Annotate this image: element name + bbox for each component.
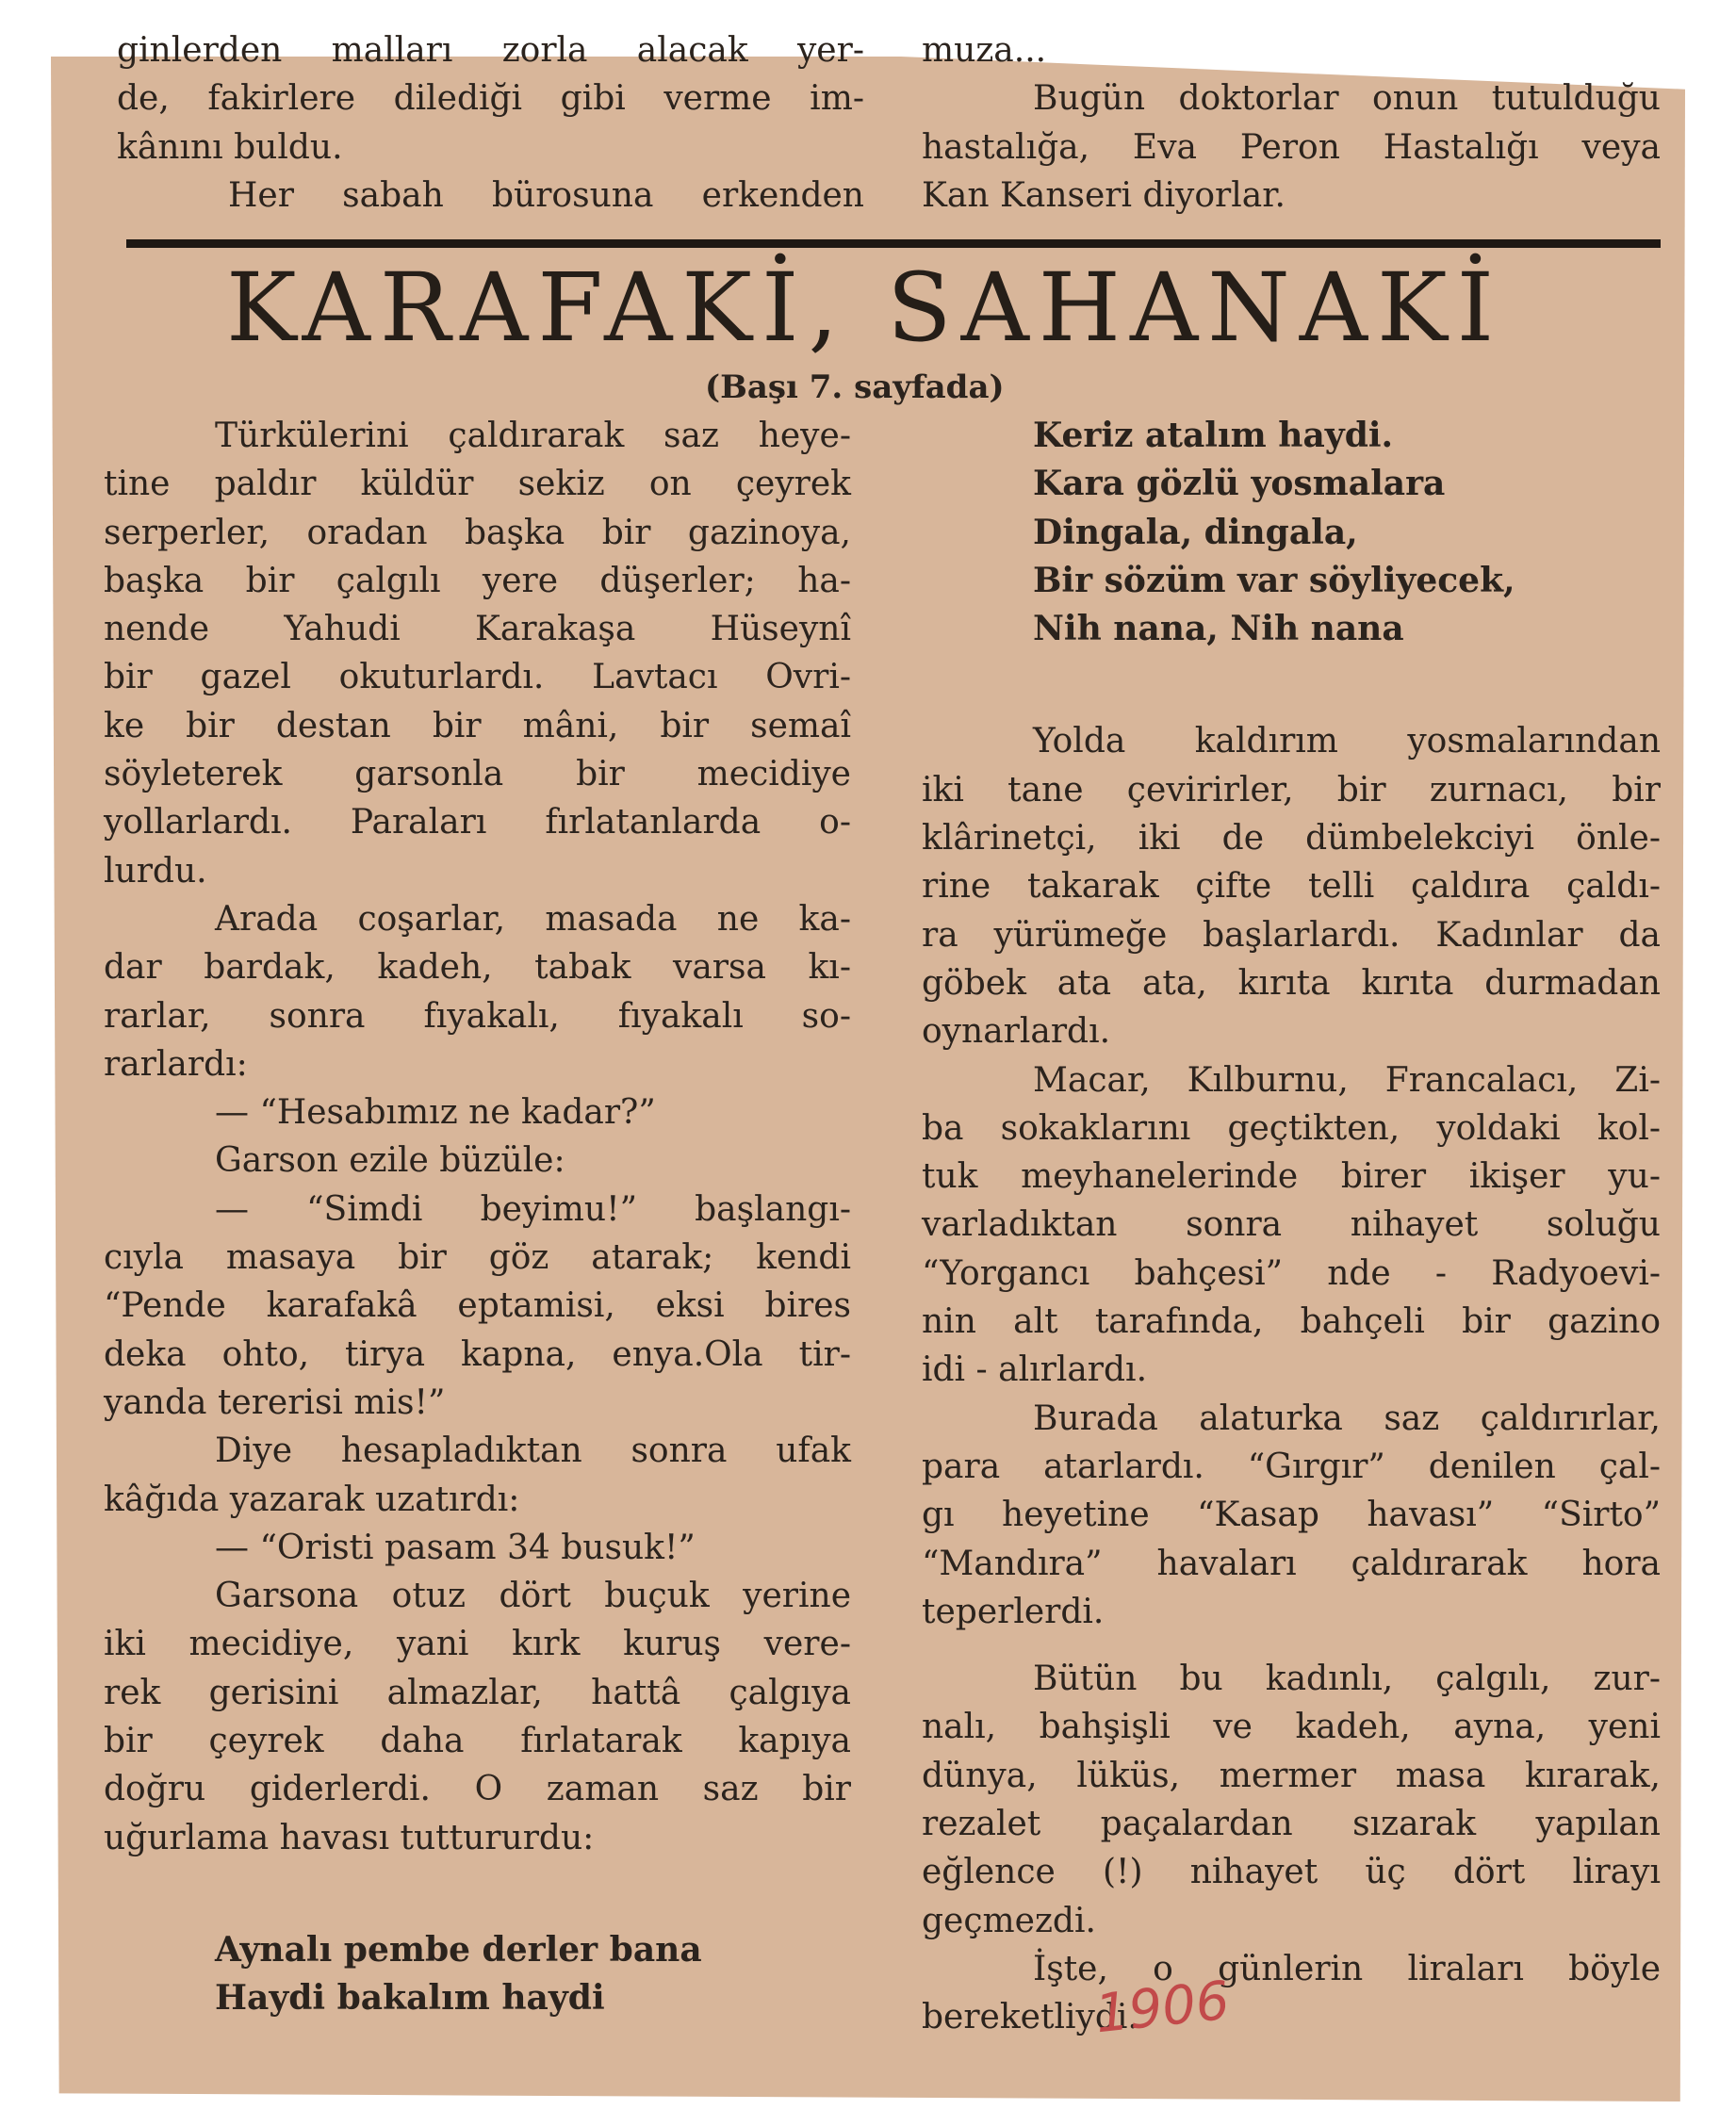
- text-line: — “Hesabımız ne kadar?”: [215, 1093, 656, 1133]
- text-line: Bütün bu kadınlı, çalgılı, zur-: [1033, 1660, 1661, 1699]
- text-line: rine takarak çifte telli çaldıra çaldı-: [922, 867, 1661, 907]
- text-line: varladıktan sonra nihayet soluğu: [922, 1205, 1661, 1245]
- text-line: geçmezdi.: [922, 1901, 1096, 1940]
- text-line: Burada alaturka saz çaldırırlar,: [1033, 1398, 1661, 1438]
- text-line: rezalet paçalardan sızarak yapılan: [922, 1805, 1661, 1844]
- text-line: lurdu.: [104, 851, 207, 891]
- text-line: — “Simdi beyimu!” başlangı-: [215, 1189, 851, 1229]
- verse-line: Dingala, dingala,: [1033, 512, 1358, 552]
- text-line: ra yürümeğe başlarlardı. Kadınlar da: [922, 915, 1661, 955]
- text-line: iki tane çevirirler, bir zurnacı, bir: [922, 770, 1661, 810]
- text-line: idi - alırlardı.: [922, 1350, 1148, 1390]
- text-line: doğru giderlerdi. O zaman saz bir: [104, 1770, 851, 1809]
- text-line: rarlardı:: [104, 1044, 248, 1084]
- text-line: bir gazel okuturlardı. Lavtacı Ovri-: [104, 658, 851, 697]
- left-column: [104, 412, 851, 2023]
- text-line: bereketliydi.: [922, 1998, 1138, 2037]
- text-line: oynarlardı.: [922, 1012, 1111, 1052]
- verse-line: Haydi bakalım haydi: [215, 1978, 605, 2019]
- text-line: nende Yahudi Karakaşa Hüseynî: [104, 610, 851, 649]
- verse-line: Kara gözlü yosmalara: [1033, 464, 1446, 504]
- right-column: [922, 412, 1661, 2042]
- text-line: gı heyetine “Kasap havası” “Sirto”: [922, 1496, 1661, 1535]
- text-line: para atarlardı. “Gırgır” denilen çal-: [922, 1447, 1661, 1486]
- text-line: göbek ata ata, kırıta kırıta durmadan: [922, 963, 1661, 1003]
- top-right-column: [922, 26, 1661, 220]
- text-line: bir çeyrek daha fırlatarak kapıya: [104, 1722, 851, 1761]
- text-line: “Pende karafakâ eptamisi, eksi bires: [104, 1286, 851, 1326]
- text-line: nalı, bahşişli ve kadeh, ayna, yeni: [922, 1708, 1661, 1747]
- text-line: serperler, oradan başka bir gazinoya,: [104, 513, 851, 552]
- text-line: kânını buldu.: [117, 127, 343, 167]
- text-line: kâğıda yazarak uzatırdı:: [104, 1480, 520, 1519]
- text-line: Garson ezile büzüle:: [215, 1141, 565, 1181]
- text-line: yanda tererisi mis!”: [104, 1382, 446, 1422]
- text-line: Yolda kaldırım yosmalarından: [1033, 722, 1661, 761]
- text-line: cıyla masaya bir göz atarak; kendi: [104, 1238, 851, 1278]
- text-line: Bugün doktorlar onun tutulduğu: [1033, 79, 1661, 119]
- text-line: uğurlama havası tuttururdu:: [104, 1818, 595, 1857]
- text-line: rek gerisini almazlar, hattâ çalgıya: [104, 1673, 851, 1712]
- text-line: tine paldır küldür sekiz on çeyrek: [104, 465, 851, 504]
- text-line: Macar, Kılburnu, Francalacı, Zi-: [1033, 1060, 1661, 1100]
- text-line: iki mecidiye, yani kırk kuruş vere-: [104, 1625, 851, 1664]
- text-line: Kan Kanseri diyorlar.: [922, 175, 1286, 215]
- text-line: ke bir destan bir mâni, bir semaî: [104, 706, 851, 745]
- text-line: klârinetçi, iki de dümbelekciyi önle-: [922, 819, 1661, 859]
- handwritten-note: 1906: [1091, 1970, 1233, 2046]
- text-line: Garsona otuz dört buçuk yerine: [215, 1577, 851, 1616]
- text-line: ginlerden malları zorla alacak yer-: [117, 31, 864, 70]
- verse-line: Keriz atalım haydi.: [1033, 416, 1394, 455]
- subhead: (Başı 7. sayfada): [705, 368, 1005, 406]
- headline: KARAFAKİ, SAHANAKİ: [226, 253, 1504, 363]
- text-line: Diye hesapladıktan sonra ufak: [215, 1431, 851, 1471]
- verse-line: Aynalı pembe derler bana: [215, 1929, 702, 1970]
- text-line: dünya, lüküs, mermer masa kırarak,: [922, 1756, 1661, 1795]
- verse-line: Bir sözüm var söyliyecek,: [1033, 560, 1515, 600]
- text-line: söyleterek garsonla bir mecidiye: [104, 755, 851, 794]
- text-line: eğlence (!) nihayet üç dört lirayı: [922, 1853, 1661, 1892]
- text-line: de, fakirlere dilediği gibi verme im-: [117, 79, 864, 119]
- text-line: teperlerdi.: [922, 1592, 1105, 1631]
- text-line: Türkülerini çaldırarak saz heye-: [215, 417, 851, 455]
- text-line: İşte, o günlerin liraları böyle: [1033, 1949, 1661, 1988]
- text-line: Arada coşarlar, masada ne ka-: [215, 899, 851, 939]
- text-line: rarlar, sonra fıyakalı, fıyakalı so-: [104, 996, 851, 1036]
- text-line: başka bir çalgılı yere düşerler; ha-: [104, 561, 851, 600]
- text-line: “Mandıra” havaları çaldırarak hora: [922, 1544, 1661, 1583]
- text-line: deka ohto, tirya kapna, enya.Ola tir-: [104, 1334, 851, 1374]
- text-line: muza...: [922, 31, 1047, 70]
- text-line: “Yorgancı bahçesi” nde - Radyoevi-: [922, 1253, 1661, 1293]
- text-line: Her sabah bürosuna erkenden: [228, 175, 864, 215]
- text-line: ba sokaklarını geçtikten, yoldaki kol-: [922, 1108, 1661, 1148]
- verse-line: Nih nana, Nih nana: [1033, 609, 1404, 649]
- text-line: tuk meyhanelerinde birer ikişer yu-: [922, 1157, 1661, 1197]
- text-line: nin alt tarafında, bahçeli bir gazino: [922, 1302, 1661, 1342]
- text-line: yollarlardı. Paraları fırlatanlarda o-: [104, 803, 851, 842]
- text-line: dar bardak, kadeh, tabak varsa kı-: [104, 948, 851, 988]
- top-left-column: [117, 26, 864, 220]
- text-line: hastalığa, Eva Peron Hastalığı veya: [922, 127, 1661, 167]
- text-line: — “Oristi pasam 34 busuk!”: [215, 1528, 696, 1567]
